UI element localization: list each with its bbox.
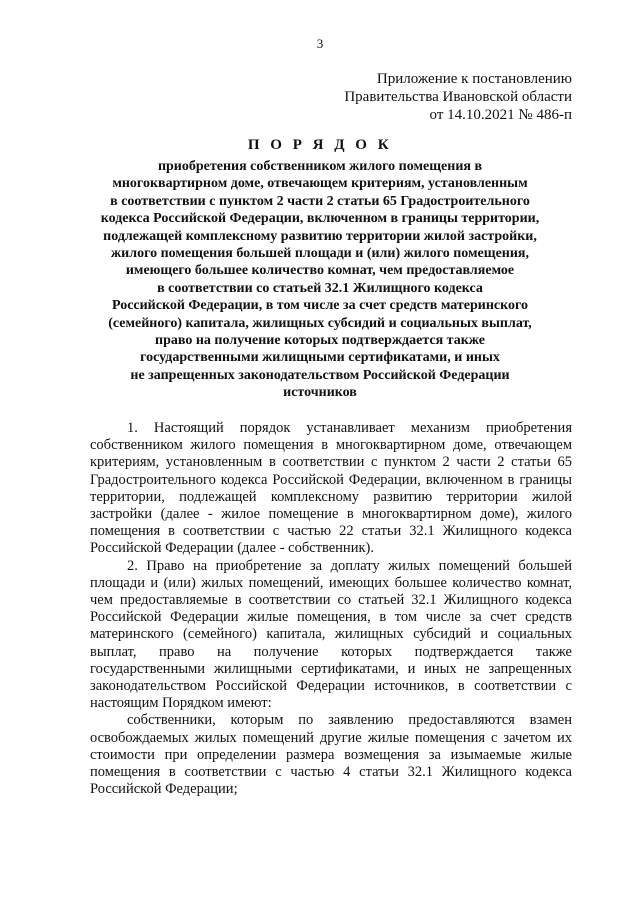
- subtitle-line: подлежащей комплексному развитию территории жилой застройки,: [103, 228, 537, 244]
- appendix-header: [344, 70, 572, 124]
- appendix-line-2: Правительства Ивановской области: [344, 89, 572, 105]
- subtitle-line: не запрещенных законодательством Российской Федерации: [130, 367, 510, 383]
- appendix-line-3: от 14.10.2021 № 486-п: [429, 107, 572, 123]
- subtitle-line: Российской Федерации, в том числе за счет средств материнского: [111, 298, 529, 314]
- document-body: [90, 420, 572, 798]
- subtitle-line: право на получение которых подтверждается также: [155, 333, 485, 349]
- paragraph-1: 1. Настоящий порядок устанавливает механизм приобретения собственником жилого помещения в многоквартирном доме, отвечающем критериям, установленным в соответствии с пунктом 2 части 2 статьи 65 Градостроительного кодекса Российской Федерации, включенном в границы территории, подлежащей комплексному развитию территории жилой застройки (далее - жилое помещение в многоквартирном доме), жилого помещения в соответствии с частью 22 статьи 32.1 Жилищного кодекса Российской Федерации (далее - собственник).: [90, 420, 572, 557]
- subtitle-line: приобретения собственником жилого помещения в: [157, 159, 483, 174]
- subtitle-line: имеющего большее количество комнат, чем предоставляемое: [125, 263, 515, 279]
- subtitle-line: в соответствии со статьей 32.1 Жилищного кодекса: [157, 280, 483, 296]
- subtitle-line: в соответствии с пунктом 2 части 2 статьи 65 Градостроительного: [110, 193, 530, 209]
- subtitle-line: источников: [283, 385, 357, 401]
- appendix-line-1: Приложение к постановлению: [376, 71, 572, 87]
- subtitle-line: государственными жилищными сертификатами, и иных: [140, 350, 500, 366]
- paragraph-2: 2. Право на приобретение за доплату жилых помещений большей площади и (или) жилых помещений, имеющих большее количество комнат, чем предоставляемые в соответствии со статьей 32.1 Жилищного кодекса Российской Федерации жилые помещения, в том числе за счет средств материнского (семейного) капитала, жилищных субсидий и социальных выплат, право на получение которых подтверждается также государственными жилищными сертификатами, и иных не запрещенных законодательством Российской Федерации источников, в соответствии с настоящим Порядком имеют:: [90, 557, 572, 712]
- page-number: 3: [316, 36, 324, 51]
- subtitle-line: (семейного) капитала, жилищных субсидий и социальных выплат,: [108, 315, 532, 331]
- subtitle-line: многоквартирном доме, отвечающем критериям, установленным: [112, 176, 528, 192]
- paragraph-2-item: собственники, которым по заявлению предоставляются взамен освобождаемых жилых помещений другие жилые помещения с зачетом их стоимости при определении размера возмещения за изымаемые жилые помещения в соответствии с частью 4 статьи 32.1 Жилищного кодекса Российской Федерации;: [90, 712, 572, 798]
- subtitle-line: кодекса Российской Федерации, включенном в границы территории,: [100, 211, 540, 227]
- document-title: П О Р Я Д О К: [247, 137, 393, 153]
- document-subtitle: [0, 158, 640, 402]
- subtitle-line: жилого помещения большей площади и (или) жилого помещения,: [111, 246, 529, 262]
